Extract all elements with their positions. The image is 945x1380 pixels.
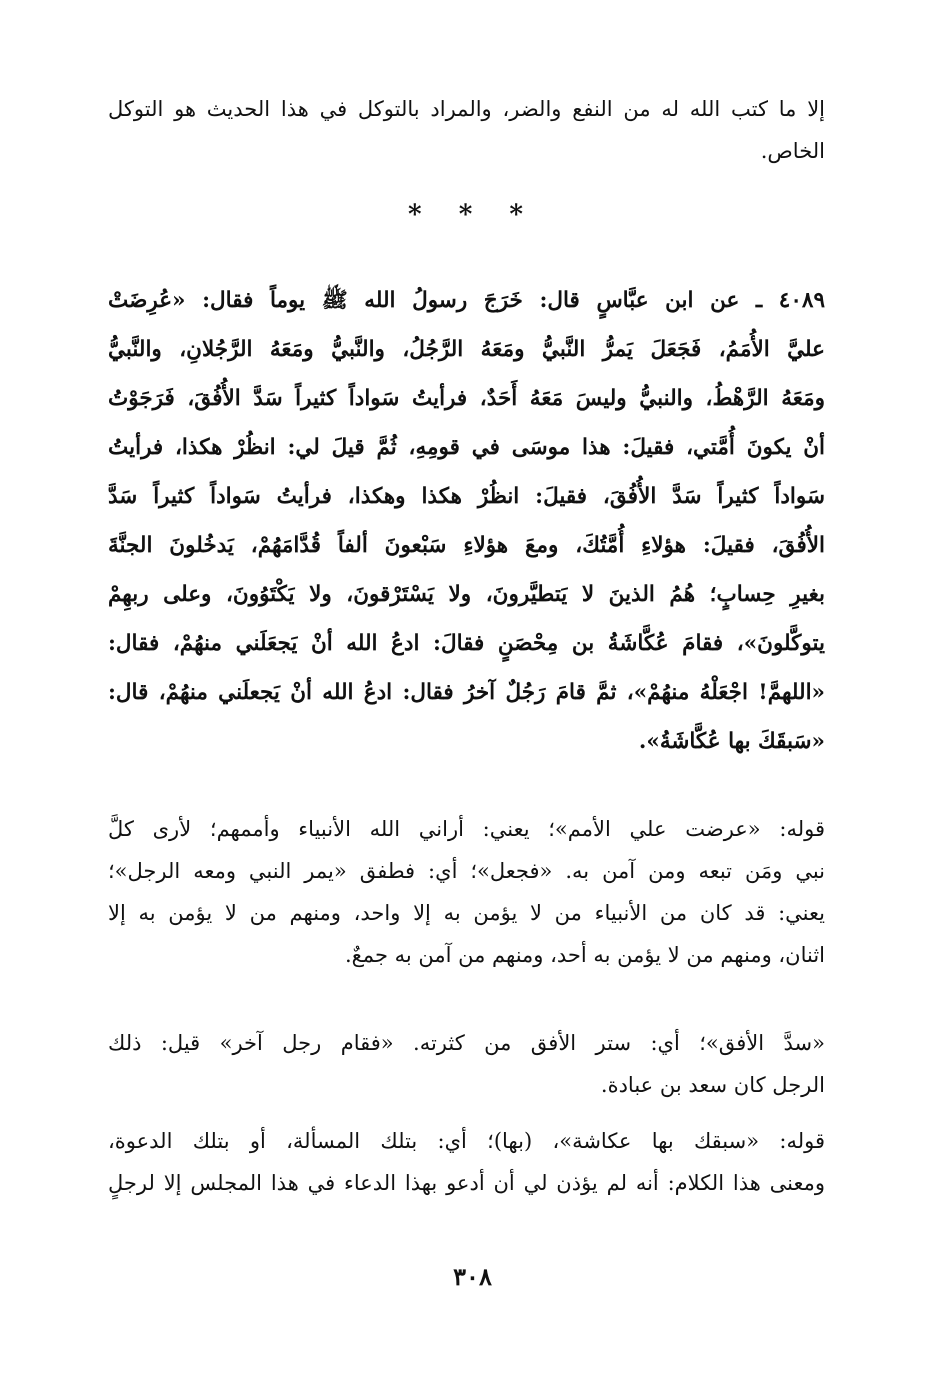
top-paragraph: [108, 88, 825, 172]
hadith-line: أنْ يكونَ أُمَّتي، فقيلَ: هذا موسَى في قومِهِ، ثُمَّ قيلَ لي: انظُرْ هكذا، فرأيتُ: [108, 435, 825, 460]
hadith-line: يتوكَّلونَ»، فقامَ عُكَّاشَةُ بن مِحْصَنٍ فقالَ: ادعُ الله أنْ يَجعَلَني منهُمْ، فقال:: [108, 631, 825, 656]
hadith-paragraph: [108, 276, 825, 766]
hadith-line: بغيرِ حِسابٍ؛ هُمُ الذينَ لا يَتطيَّرونَ، ولا يَسْتَرْقونَ، ولا يَكْتَوُونَ، وعلى ربهِمْ: [108, 582, 825, 607]
text-line: قوله: «سبقك بها عكاشة»، (بها)؛ أي: بتلك المسألة، أو بتلك الدعوة،: [108, 1129, 825, 1153]
text-line: إلا ما كتب الله له من النفع والضر، والمراد بالتوكل في هذا الحديث هو التوكل: [108, 97, 825, 121]
text-line: قوله: «عرضت علي الأمم»؛ يعني: أراني الله الأنبياء وأممهم؛ لأرى كلَّ: [108, 817, 825, 841]
commentary-paragraph-3: [108, 1120, 825, 1204]
text-line: ومعنى هذا الكلام: أنه لم يؤذن لي أن أدعو بهذا الدعاء في هذا المجلس إلا لرجلٍ: [108, 1171, 825, 1195]
section-separator: * * *: [408, 200, 537, 230]
text-line: يعني: قد كان من الأنبياء من لا يؤمن به إلا واحد، ومنهم من لا يؤمن به إلا: [108, 901, 825, 925]
hadith-line: عليَّ الأُمَمُ، فَجَعَلَ يَمرُّ النَّبيُّ ومَعَهُ الرَّجُلُ، والنَّبيُّ ومَعَهُ الرَّجُلانِ، والنَّبيُّ: [108, 337, 825, 362]
hadith-line: ومَعَهُ الرَّهْطُ، والنبيُّ وليسَ مَعَهُ أَحَدٌ، فرأيتُ سَواداً كثيراً سَدَّ الأُفُقَ، فَرَجَوْتُ: [108, 386, 825, 411]
text-line: اثنان، ومنهم من لا يؤمن به أحد، ومنهم من آمن به جمعٌ.: [344, 943, 825, 967]
hadith-line: سَواداً كثيراً سَدَّ الأُفُقَ، فقيلَ: انظُرْ هكذا وهكذا، فرأيتُ سَواداً كثيراً سَدَّ: [108, 484, 825, 509]
commentary-paragraph-1: [108, 808, 825, 976]
hadith-line: «اللهمَّ! اجْعَلْهُ منهُمْ»، ثمَّ قامَ رَجُلٌ آخرُ فقال: ادعُ الله أنْ يَجعلَني منهُمْ، قال:: [108, 680, 825, 705]
text-line: «سدَّ الأفق»؛ أي: ستر الأفق من كثرته. «فقام رجل آخر» قيل: ذلك: [108, 1031, 825, 1055]
text-line: الخاص.: [760, 139, 825, 163]
hadith-line: «سَبقَكَ بها عُكَّاشَةُ».: [638, 729, 825, 754]
hadith-line: الأُفُقَ، فقيلَ: هؤلاءِ أُمَّتُكَ، ومعَ هؤلاءِ سَبْعونَ ألفاً قُدَّامَهُمْ، يَدخُلونَ الجنَّةَ: [108, 533, 825, 558]
hadith-line: ٤٠٨٩ ـ عن ابن عبَّاسٍ قال: خَرَجَ رسولُ الله ﷺ يوماً فقال: «عُرِضَتْ: [108, 288, 825, 313]
text-line: الرجل كان سعد بن عبادة.: [600, 1073, 825, 1097]
commentary-paragraph-2: [108, 1022, 825, 1106]
text-line: نبي ومَن تبعه ومن آمن به. «فجعل»؛ أي: فطفق «يمر النبي ومعه الرجل»؛: [108, 859, 825, 883]
page-number: ٣٠٨: [453, 1262, 492, 1291]
